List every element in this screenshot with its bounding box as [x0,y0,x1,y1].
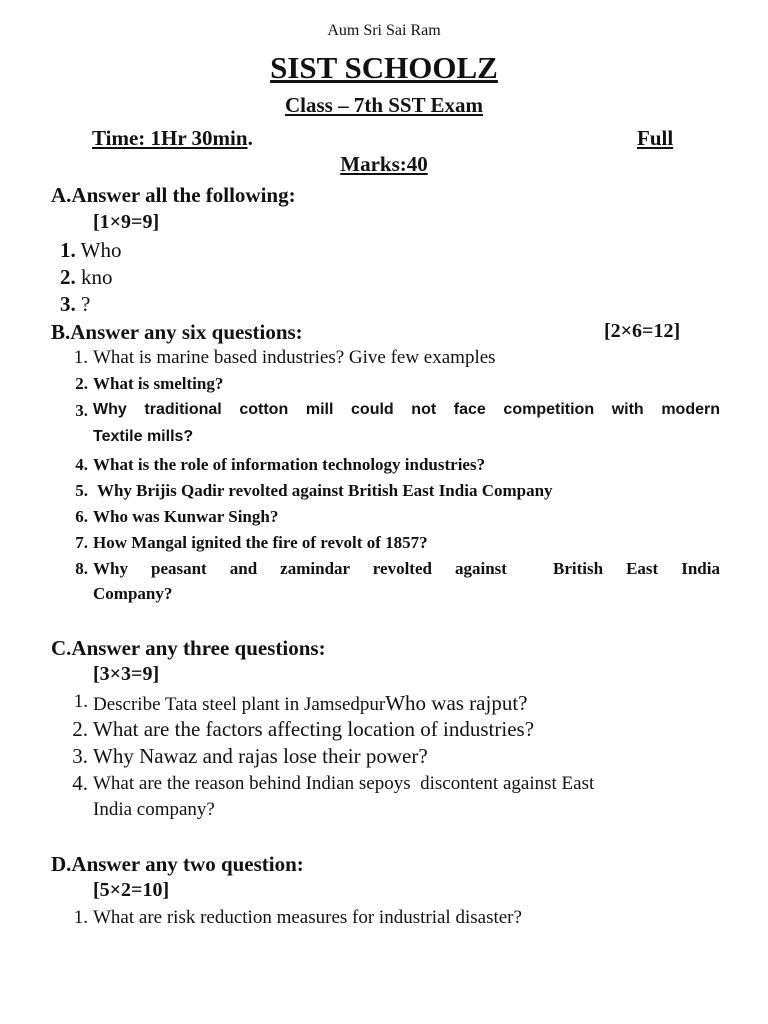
time-dot: . [247,126,253,150]
question-text: What is the role of information technology industries? [93,455,486,474]
question-text: What are the reason behind Indian sepoys discontent against East [93,773,595,794]
full-label: Full [637,126,674,150]
question-text: kno [81,265,113,289]
question-number: 1. [73,691,88,712]
question-number: 1. [73,907,88,928]
section-c-marks: [3×3=9] [93,663,160,685]
section-a-heading: A.Answer all the following: [51,183,296,207]
question-number: 3. [72,744,88,768]
question-number: 8. [75,559,88,578]
section-d-marks: [5×2=10] [93,879,170,901]
question-number: 2. [60,265,76,289]
section-b-marks: [2×6=12] [604,320,681,342]
question-a3 [60,292,90,317]
question-text: Why Brijis Qadir revolted against British East India Company [93,481,553,500]
section-b-heading: B.Answer any six questions: [51,320,303,344]
question-number: 6. [75,507,88,526]
question-number: 2. [75,374,88,393]
exam-title: Class – 7th SST Exam [284,93,483,117]
question-text: What are risk reduction measures for industrial disaster? [93,907,522,928]
question-b8-continuation: Company? [93,584,173,603]
question-text-part2: Who was rajput? [385,691,528,715]
question-text: What are the factors affecting location of industries? [93,717,535,741]
question-number: 2. [72,717,88,741]
question-number: 1. [73,347,88,368]
question-text: ? [81,292,91,316]
question-text: What is smelting? [93,374,224,393]
section-a-marks: [1×9=9] [93,211,160,233]
question-text: How Mangal ignited the fire of revolt of 1857? [93,533,428,552]
question-a1 [60,238,121,263]
question-number: 7. [75,533,88,552]
question-text: Who [80,238,122,262]
time-text: Time: 1Hr 30min [92,126,248,150]
question-number: 1. [60,238,76,262]
question-text: What is marine based industries? Give few examples [93,347,496,368]
question-number: 4. [75,455,88,474]
question-text [93,691,528,716]
question-number: 4. [72,771,88,795]
question-a2 [60,265,113,290]
question-text: Who was Kunwar Singh? [93,507,279,526]
section-c-heading: C.Answer any three questions: [51,636,326,660]
question-text: Why peasant and zamindar revolted against British East India [93,559,720,578]
question-number: 3. [60,292,76,316]
exam-time [92,126,253,151]
question-text: Why Nawaz and rajas lose their power? [93,744,428,768]
section-d-heading: D.Answer any two question: [51,852,304,876]
full-marks: Marks:40 [340,152,428,176]
question-text: Why traditional cotton mill could not face competition with modern [93,401,720,418]
question-b3-continuation: Textile mills? [93,428,194,445]
invocation-text: Aum Sri Sai Ram [327,22,441,39]
school-name: SIST SCHOOLZ [270,50,498,85]
question-text-part1: Describe Tata steel plant in Jamsedpur [93,694,386,715]
question-number: 3. [75,401,88,420]
question-number: 5. [75,481,88,500]
question-c4-continuation: India company? [93,799,215,820]
